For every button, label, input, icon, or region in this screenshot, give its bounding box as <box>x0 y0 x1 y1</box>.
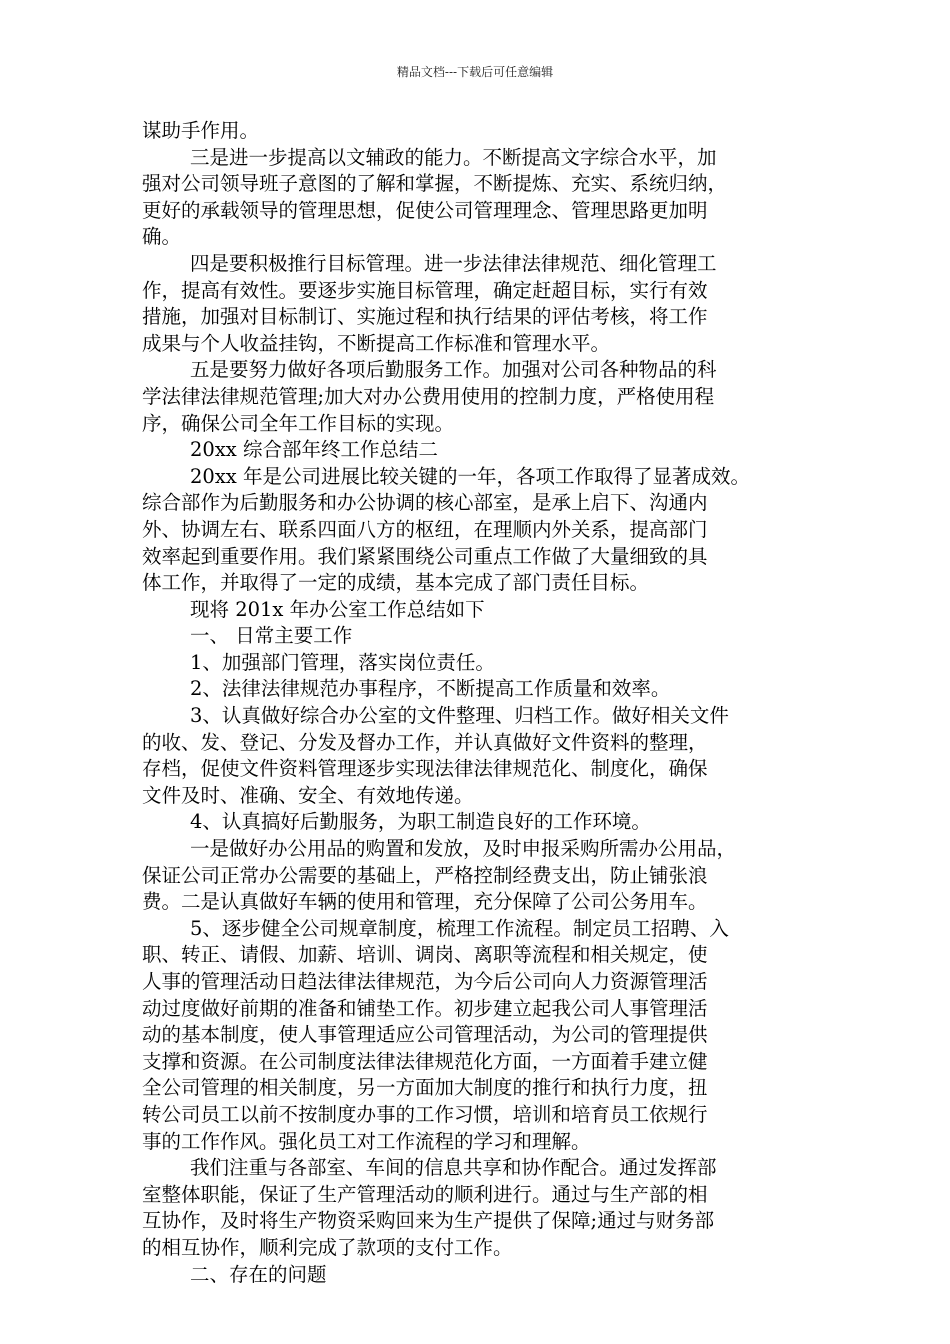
text-line: 职、转正、请假、加薪、培训、调岗、离职等流程和相关规定，使 <box>142 943 708 967</box>
text-line: 的收、发、登记、分发及督办工作，并认真做好文件资料的整理， <box>142 730 708 754</box>
text-line: 确。 <box>142 225 182 249</box>
text-line: 保证公司正常办公需要的基础上，严格控制经费支出，防止铺张浪 <box>142 863 708 887</box>
section-title: 20xx 综合部年终工作总结二 <box>190 438 439 462</box>
text-line: 五是要努力做好各项后勤服务工作。加强对公司各种物品的科 <box>190 358 717 382</box>
list-item: 5、逐步健全公司规章制度，梳理工作流程。制定员工招聘、入 <box>190 916 729 940</box>
text-line: 效率起到重要作用。我们紧紧围绕公司重点工作做了大量细致的具 <box>142 544 708 568</box>
text-line: 现将 201x 年办公室工作总结如下 <box>190 597 485 621</box>
text-line: 费。二是认真做好车辆的使用和管理，充分保障了公司公务用车。 <box>142 890 708 914</box>
text-line: 成果与个人收益挂钩，不断提高工作标准和管理水平。 <box>142 331 611 355</box>
text-line: 文件及时、准确、安全、有效地传递。 <box>142 783 474 807</box>
text-line: 学法律法律规范管理;加大对办公费用使用的控制力度，严格使用程 <box>142 384 715 408</box>
text-line: 四是要积极推行目标管理。进一步法律法律规范、细化管理工 <box>190 251 717 275</box>
text-line: 存档，促使文件资料管理逐步实现法律法律规范化、制度化，确保 <box>142 757 708 781</box>
text-line: 体工作，并取得了一定的成绩，基本完成了部门责任目标。 <box>142 571 650 595</box>
text-line: 转公司员工以前不按制度办事的工作习惯，培训和培育员工依规行 <box>142 1102 708 1126</box>
list-item: 2、法律法律规范办事程序，不断提高工作质量和效率。 <box>190 677 671 701</box>
text-line: 谋助手作用。 <box>142 119 260 142</box>
text-line: 综合部作为后勤服务和办公协调的核心部室，是承上启下、沟通内 <box>142 491 708 515</box>
text-line: 动的基本制度，使人事管理适应公司管理活动，为公司的管理提供 <box>142 1023 708 1047</box>
document-body <box>142 118 812 1288</box>
text-line: 强对公司领导班子意图的了解和掌握，不断提炼、充实、系统归纳， <box>142 172 728 196</box>
text-line: 20xx 年是公司进展比较关键的一年，各项工作取得了显著成效。 <box>190 464 751 488</box>
text-line: 室整体职能，保证了生产管理活动的顺利进行。通过与生产部的相 <box>142 1182 708 1206</box>
list-item: 1、加强部门管理，落实岗位责任。 <box>190 650 495 674</box>
text-line: 更好的承载领导的管理思想，促使公司管理理念、管理思路更加明 <box>142 198 708 222</box>
text-line: 外、协调左右、联系四面八方的枢纽，在理顺内外关系，提高部门 <box>142 517 708 541</box>
text-line: 的相互协作，顺利完成了款项的支付工作。 <box>142 1235 513 1259</box>
text-line: 事的工作作风。强化员工对工作流程的学习和理解。 <box>142 1129 591 1153</box>
text-line: 人事的管理活动日趋法律法律规范，为今后公司向人力资源管理活 <box>142 970 708 993</box>
list-item: 3、认真做好综合办公室的文件整理、归档工作。做好相关文件 <box>190 704 729 728</box>
text-line: 我们注重与各部室、车间的信息共享和协作配合。通过发挥部 <box>190 1156 717 1180</box>
text-line: 一是做好办公用品的购置和发放，及时申报采购所需办公用品， <box>190 837 737 861</box>
text-line: 支撑和资源。在公司制度法律法律规范化方面，一方面着手建立健 <box>142 1049 708 1073</box>
text-line: 互协作，及时将生产物资采购回来为生产提供了保障;通过与财务部 <box>142 1209 715 1233</box>
text-line: 全公司管理的相关制度，另一方面加大制度的推行和执行力度，扭 <box>142 1076 708 1100</box>
text-line: 三是进一步提高以文辅政的能力。不断提高文字综合水平，加 <box>190 145 717 169</box>
section-heading: 二、存在的问题 <box>190 1262 327 1286</box>
text-line: 措施，加强对目标制订、实施过程和执行结果的评估考核，将工作 <box>142 305 708 329</box>
text-line: 作，提高有效性。要逐步实施目标管理，确定赶超目标，实行有效 <box>142 278 708 302</box>
page-header: 精品文档---下载后可任意编辑 <box>396 65 554 79</box>
list-item: 4、认真搞好后勤服务，为职工制造良好的工作环境。 <box>190 810 651 834</box>
text-line: 序，确保公司全年工作目标的实现。 <box>142 411 455 435</box>
text-line: 动过度做好前期的准备和铺垫工作。初步建立起我公司人事管理活 <box>142 996 708 1020</box>
section-heading: 一、 日常主要工作 <box>190 624 353 648</box>
